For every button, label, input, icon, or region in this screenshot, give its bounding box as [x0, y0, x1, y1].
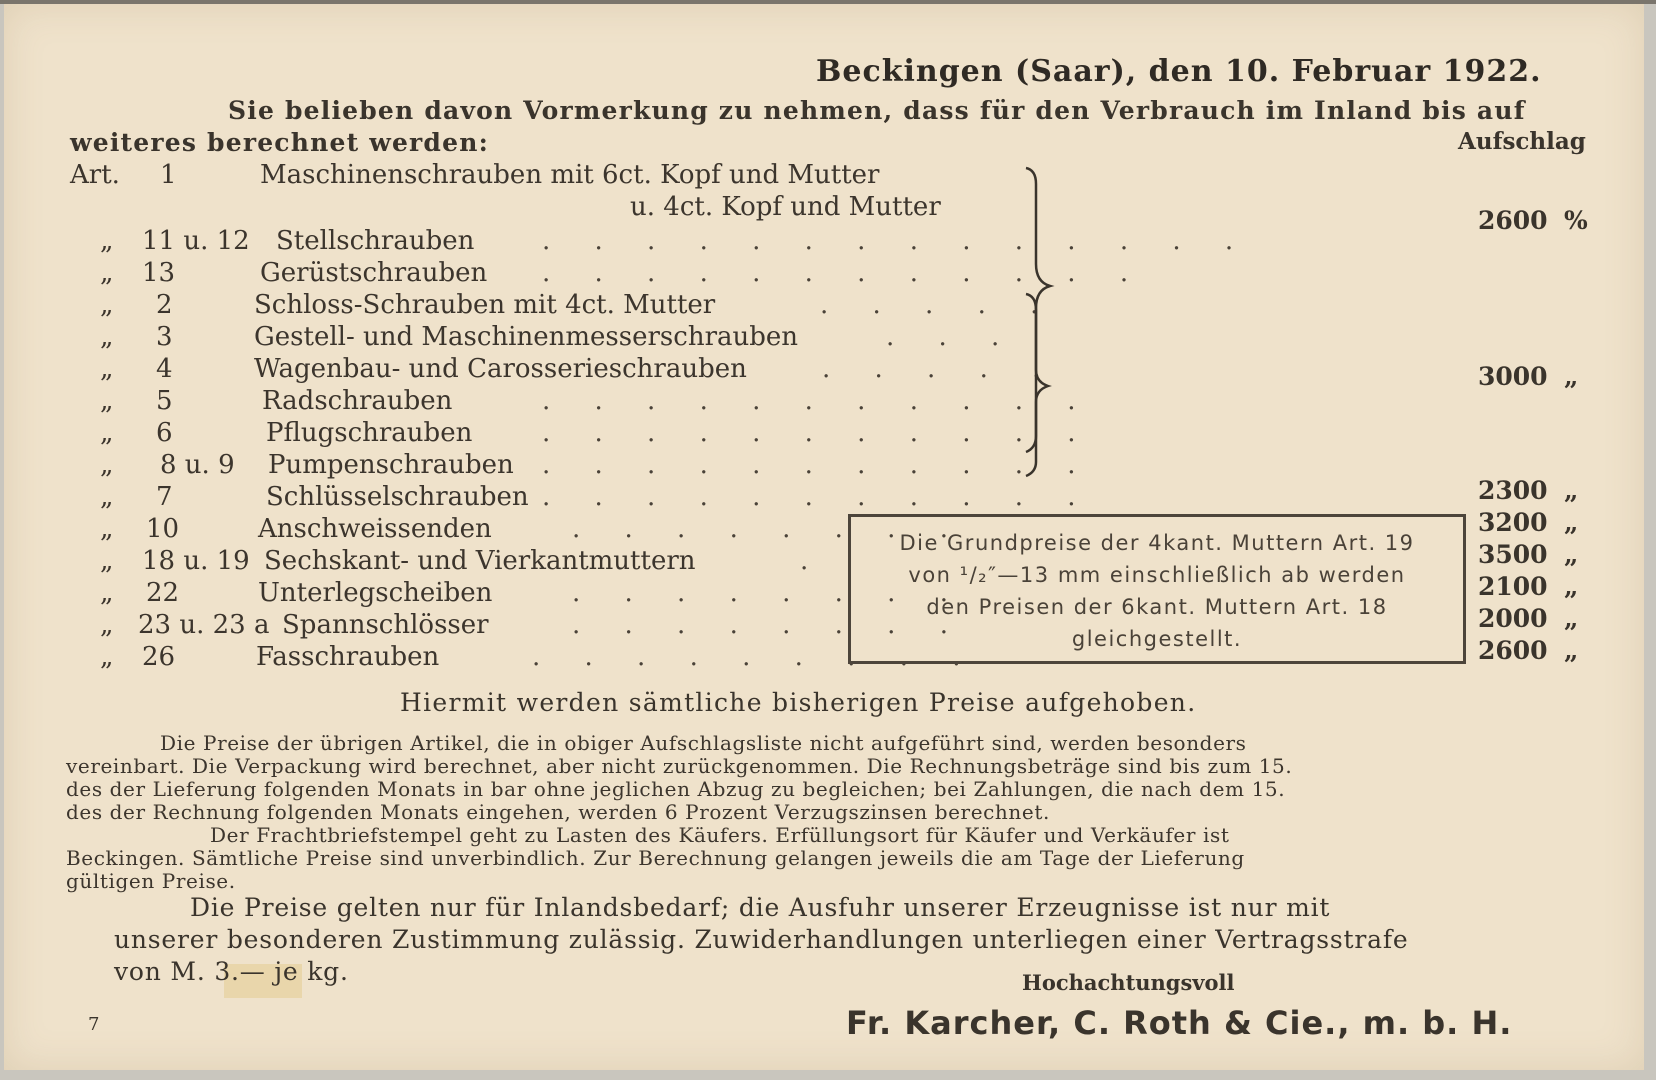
list-item: [100, 610, 966, 642]
company-signature: Fr. Karcher, C. Roth & Cie., m. b. H.: [846, 1004, 1513, 1042]
article-name: Anschweissenden: [258, 514, 492, 544]
article-number: 7: [156, 482, 173, 512]
article-prefix: „: [100, 290, 114, 320]
list-item: [100, 258, 1147, 290]
article-number: 2: [156, 290, 173, 320]
surcharge-value: 3000 „: [1478, 362, 1579, 391]
note-line: Die Grundpreise der 4kant. Muttern Art. 19: [899, 531, 1415, 555]
article-number: 11 u. 12: [142, 226, 250, 256]
note-line: gleichgestellt.: [1071, 627, 1243, 651]
surcharge-value: 2000 „: [1478, 604, 1579, 633]
export-line: Die Preise gelten nur für Inlandsbedarf; die Ausfuhr unserer Erzeugnisse ist nur mit: [190, 893, 1331, 922]
article-name: Pumpenschrauben: [268, 450, 514, 480]
article-number: 8 u. 9: [160, 450, 235, 480]
article-prefix: „: [100, 514, 114, 544]
article-name: Unterlegscheiben: [258, 578, 493, 608]
surcharge-value: 2100 „: [1478, 572, 1579, 601]
date-line: Beckingen (Saar), den 10. Februar 1922.: [816, 54, 1542, 89]
article-prefix: „: [100, 546, 114, 576]
article-prefix: „: [100, 418, 114, 448]
footer-mark: 7: [88, 1014, 100, 1035]
article-name: Schloss-Schrauben mit 4ct. Mutter: [254, 290, 716, 320]
article-name: Fasschrauben: [256, 642, 440, 672]
article-prefix: „: [100, 226, 114, 256]
list-item: [100, 226, 1252, 258]
leader-dots: . . . . . . . .: [572, 610, 966, 640]
closing-salutation: Hochachtungsvoll: [1022, 970, 1235, 995]
article-number: 22: [146, 578, 180, 608]
terms-line: vereinbart. Die Verpackung wird berechnet, aber nicht zurückgenommen. Die Rechnungsbeträge sind bis zum 15.: [66, 754, 1293, 778]
terms-line: Beckingen. Sämtliche Preise sind unverbindlich. Zur Berechnung gelangen jeweils die am Tage der Lieferung: [66, 846, 1245, 870]
article-name: u. 4ct. Kopf und Mutter: [630, 192, 941, 222]
article-name: Radschrauben: [262, 386, 453, 416]
group-brace-icon: [1022, 290, 1058, 480]
article-prefix: „: [100, 450, 114, 480]
notice-line: Hiermit werden sämtliche bisherigen Preise aufgehoben.: [400, 688, 1197, 717]
list-item: [100, 290, 1057, 322]
surcharge-value: 3500 „: [1478, 540, 1579, 569]
article-number: 10: [146, 514, 180, 544]
leader-dots: . . . . . . . .: [572, 514, 966, 544]
article-prefix: „: [100, 610, 114, 640]
article-name: Spannschlösser: [282, 610, 489, 640]
leader-dots: . . . . .: [820, 290, 1057, 320]
leader-dots: . . . . . . . . . . .: [542, 386, 1094, 416]
list-item: [100, 418, 1094, 450]
export-line: von M. 3.— je kg.: [114, 957, 349, 986]
article-name: Gestell- und Maschinenmesserschrauben: [254, 322, 799, 352]
leader-dots: .: [800, 546, 827, 576]
intro-line-1: Sie belieben davon Vormerkung zu nehmen, dass für den Verbrauch im Inland bis auf: [228, 96, 1526, 125]
article-name: Pflugschrauben: [266, 418, 473, 448]
leader-dots: . . . . . . . . . . .: [542, 482, 1094, 512]
list-item: [100, 514, 966, 546]
list-item: [100, 578, 966, 610]
export-line: unserer besonderen Zustimmung zulässig. Zuwiderhandlungen unterliegen einer Vertragsstrafe: [114, 925, 1409, 954]
postcard: [4, 4, 1644, 1070]
article-number: 26: [142, 642, 176, 672]
article-name: Gerüstschrauben: [260, 258, 488, 288]
list-item: [100, 386, 1094, 418]
list-item: [70, 192, 1020, 224]
article-name: Schlüsselschrauben: [266, 482, 529, 512]
article-number: 4: [156, 354, 173, 384]
article-number: 5: [156, 386, 173, 416]
article-number: 23 u. 23 a: [138, 610, 270, 640]
list-item: [70, 160, 1020, 192]
surcharge-value: 3200 „: [1478, 508, 1579, 537]
leader-dots: . . . . . . . . .: [532, 642, 979, 672]
article-number: 3: [156, 322, 173, 352]
surcharge-value: 2300 „: [1478, 476, 1579, 505]
leader-dots: . . . . . . . . . . . . . .: [542, 226, 1252, 256]
intro-line-2: weiteres berechnet werden:: [70, 128, 490, 157]
article-name: Maschinenschrauben mit 6ct. Kopf und Mutter: [260, 160, 880, 190]
article-number: 1: [160, 160, 177, 190]
leader-dots: . . . . . . . . . . .: [542, 450, 1094, 480]
leader-dots: . . . . . . . . . . . .: [542, 258, 1147, 288]
surcharge-value: 2600 „: [1478, 636, 1579, 665]
list-item: [100, 322, 1020, 354]
article-prefix: „: [100, 322, 114, 352]
note-line: von ¹/₂″—13 mm einschließlich ab werden: [908, 563, 1406, 587]
note-box: [848, 514, 1466, 664]
article-number: 13: [142, 258, 176, 288]
list-item: [100, 482, 1094, 514]
terms-line: gültigen Preise.: [66, 869, 236, 893]
leader-dots: . . . . . . . . . . .: [542, 418, 1094, 448]
article-number: 6: [156, 418, 173, 448]
article-prefix: „: [100, 578, 114, 608]
article-prefix: „: [100, 258, 114, 288]
terms-line: des der Lieferung folgenden Monats in bar ohne jeglichen Abzug zu begleichen; bei Zahlungen, die nach dem 15.: [66, 777, 1286, 801]
article-name: Stellschrauben: [276, 226, 475, 256]
list-item: [100, 642, 979, 674]
article-prefix: „: [100, 642, 114, 672]
note-line: den Preisen der 6kant. Muttern Art. 18: [926, 595, 1388, 619]
article-prefix: „: [100, 482, 114, 512]
leader-dots: . . .: [886, 322, 1018, 352]
surcharge-value: 2600 %: [1478, 206, 1588, 235]
article-prefix: Art.: [70, 160, 120, 190]
article-prefix: „: [100, 386, 114, 416]
list-item: [100, 354, 1059, 386]
leader-dots: . . . . .: [822, 354, 1059, 384]
terms-line: Der Frachtbriefstempel geht zu Lasten des Käufers. Erfüllungsort für Käufer und Verkäufer ist: [210, 823, 1230, 847]
terms-line: des der Rechnung folgenden Monats eingehen, werden 6 Prozent Verzugszinsen berechnet.: [66, 800, 1050, 824]
leader-dots: . . . . . . . .: [572, 578, 966, 608]
article-name: Sechskant- und Vierkantmuttern: [264, 546, 696, 576]
surcharge-column-header: Aufschlag: [1458, 128, 1586, 155]
list-item: [100, 450, 1094, 482]
terms-line: Die Preise der übrigen Artikel, die in obiger Aufschlagsliste nicht aufgeführt sind, werden besonders: [160, 731, 1247, 755]
list-item: [100, 546, 840, 578]
article-name: Wagenbau- und Carosserieschrauben: [254, 354, 747, 384]
article-prefix: „: [100, 354, 114, 384]
article-number: 18 u. 19: [142, 546, 250, 576]
